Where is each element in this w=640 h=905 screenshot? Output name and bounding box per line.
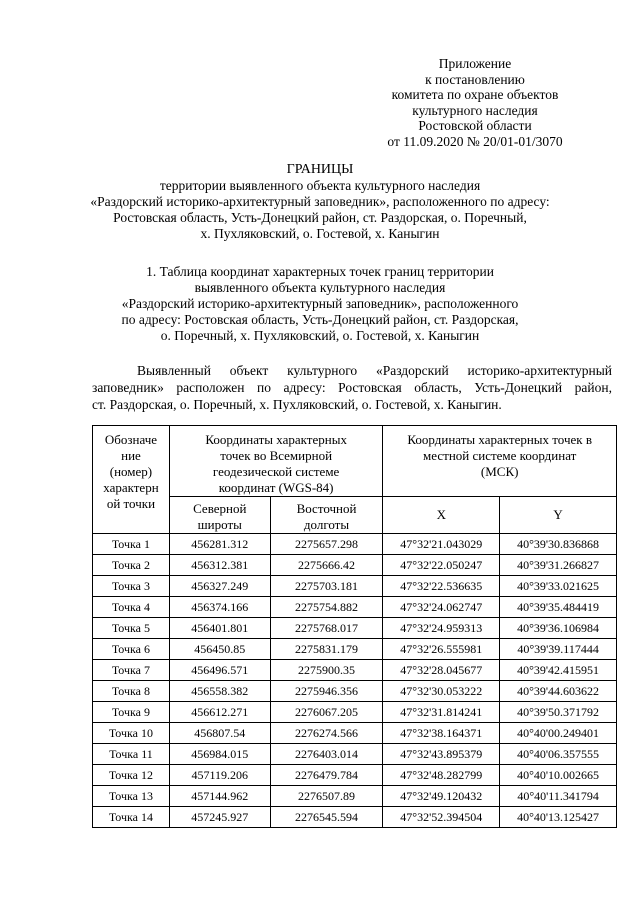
table-row bbox=[93, 660, 617, 681]
point-cell: Точка 7 bbox=[93, 660, 170, 681]
north-cell: 457119.206 bbox=[169, 765, 270, 786]
north-cell: 456374.166 bbox=[169, 597, 270, 618]
x-cell: 47°32'22.050247 bbox=[383, 555, 500, 576]
x-header: X bbox=[383, 497, 500, 534]
east-cell: 2275946.356 bbox=[270, 681, 383, 702]
intro-paragraph bbox=[92, 362, 612, 413]
y-cell: 40°40'06.357555 bbox=[500, 744, 617, 765]
document-title-block bbox=[40, 162, 600, 242]
header-text: Северной bbox=[193, 501, 247, 516]
east-cell: 2275703.181 bbox=[270, 576, 383, 597]
y-cell: 40°39'44.603622 bbox=[500, 681, 617, 702]
header-text: широты bbox=[197, 517, 242, 532]
east-cell: 2276545.594 bbox=[270, 807, 383, 828]
east-cell: 2275657.298 bbox=[270, 534, 383, 555]
x-cell: 47°32'24.062747 bbox=[383, 597, 500, 618]
y-cell: 40°40'11.341794 bbox=[500, 786, 617, 807]
x-cell: 47°32'52.394504 bbox=[383, 807, 500, 828]
header-text: ой точки bbox=[106, 496, 156, 511]
north-cell: 457245.927 bbox=[169, 807, 270, 828]
east-cell: 2276479.784 bbox=[270, 765, 383, 786]
point-cell: Точка 6 bbox=[93, 639, 170, 660]
table-caption bbox=[40, 264, 600, 344]
north-cell: 456612.271 bbox=[169, 702, 270, 723]
x-cell: 47°32'38.164371 bbox=[383, 723, 500, 744]
wgs-header bbox=[169, 426, 382, 497]
header-text: долготы bbox=[303, 517, 350, 532]
table-row bbox=[93, 702, 617, 723]
x-cell: 47°32'21.043029 bbox=[383, 534, 500, 555]
east-cell: 2275666.42 bbox=[270, 555, 383, 576]
x-cell: 47°32'43.895379 bbox=[383, 744, 500, 765]
point-column-header bbox=[93, 426, 170, 534]
coordinates-table bbox=[92, 425, 617, 828]
y-cell: 40°39'50.371792 bbox=[500, 702, 617, 723]
paragraph-line: Выявленный объект культурного «Раздорский историко-архитектурный bbox=[137, 363, 612, 378]
north-cell: 457144.962 bbox=[169, 786, 270, 807]
north-cell: 456450.85 bbox=[169, 639, 270, 660]
title-line: Ростовская область, Усть-Донецкий район, ст. Раздорская, о. Поречный, bbox=[113, 210, 527, 225]
y-cell: 40°40'00.249401 bbox=[500, 723, 617, 744]
x-cell: 47°32'22.536635 bbox=[383, 576, 500, 597]
approval-line: Ростовской области bbox=[418, 118, 532, 133]
table-row bbox=[93, 534, 617, 555]
y-cell: 40°39'39.117444 bbox=[500, 639, 617, 660]
north-cell: 456401.801 bbox=[169, 618, 270, 639]
east-cell: 2275900.35 bbox=[270, 660, 383, 681]
y-cell: 40°39'30.836868 bbox=[500, 534, 617, 555]
header-text: Координаты характерных точек в bbox=[407, 432, 592, 447]
table-row bbox=[93, 765, 617, 786]
table-row bbox=[93, 639, 617, 660]
east-longitude-header bbox=[270, 497, 383, 534]
north-latitude-header bbox=[169, 497, 270, 534]
east-cell: 2276067.205 bbox=[270, 702, 383, 723]
y-cell: 40°39'36.106984 bbox=[500, 618, 617, 639]
table-caption-line: по адресу: Ростовская область, Усть-Донецкий район, ст. Раздорская, bbox=[121, 312, 519, 327]
point-cell: Точка 2 bbox=[93, 555, 170, 576]
point-cell: Точка 10 bbox=[93, 723, 170, 744]
point-cell: Точка 14 bbox=[93, 807, 170, 828]
east-cell: 2275768.017 bbox=[270, 618, 383, 639]
header-text: точек во Всемирной bbox=[220, 448, 333, 463]
y-cell: 40°39'31.266827 bbox=[500, 555, 617, 576]
approval-line: комитета по охране объектов bbox=[391, 87, 559, 102]
y-cell: 40°40'13.125427 bbox=[500, 807, 617, 828]
header-text: местной системе координат bbox=[423, 448, 577, 463]
y-cell: 40°39'33.021625 bbox=[500, 576, 617, 597]
table-caption-line: «Раздорский историко-архитектурный заповедник», расположенного bbox=[121, 296, 519, 311]
north-cell: 456312.381 bbox=[169, 555, 270, 576]
north-cell: 456984.015 bbox=[169, 744, 270, 765]
table-row bbox=[93, 555, 617, 576]
title-line: х. Пухляковский, о. Гостевой, х. Каныгин bbox=[200, 226, 440, 241]
header-text: характерн bbox=[103, 480, 159, 495]
document-heading: ГРАНИЦЫ bbox=[286, 162, 354, 177]
x-cell: 47°32'26.555981 bbox=[383, 639, 500, 660]
y-header: Y bbox=[500, 497, 617, 534]
approval-line: культурного наследия bbox=[412, 102, 538, 118]
east-cell: 2276403.014 bbox=[270, 744, 383, 765]
north-cell: 456327.249 bbox=[169, 576, 270, 597]
table-row bbox=[93, 681, 617, 702]
title-line: территории выявленного объекта культурного наследия bbox=[159, 178, 481, 193]
approval-block bbox=[360, 56, 590, 149]
table-caption-line: о. Поречный, х. Пухляковский, о. Гостевой, х. Каныгин bbox=[160, 328, 480, 343]
east-cell: 2276507.89 bbox=[270, 786, 383, 807]
header-text: Координаты характерных bbox=[205, 432, 347, 447]
north-cell: 456807.54 bbox=[169, 723, 270, 744]
point-cell: Точка 13 bbox=[93, 786, 170, 807]
table-row bbox=[93, 786, 617, 807]
header-text: геодезической системе bbox=[212, 464, 340, 479]
approval-line: к постановлению bbox=[425, 71, 525, 87]
table-row bbox=[93, 807, 617, 828]
table-caption-line: выявленного объекта культурного наследия bbox=[194, 280, 446, 295]
point-cell: Точка 1 bbox=[93, 534, 170, 555]
point-cell: Точка 3 bbox=[93, 576, 170, 597]
header-text: Восточной bbox=[296, 501, 357, 516]
point-cell: Точка 12 bbox=[93, 765, 170, 786]
approval-line: от 11.09.2020 № 20/01-01/3070 bbox=[387, 133, 563, 149]
y-cell: 40°39'35.484419 bbox=[500, 597, 617, 618]
point-cell: Точка 4 bbox=[93, 597, 170, 618]
x-cell: 47°32'24.959313 bbox=[383, 618, 500, 639]
table-row bbox=[93, 723, 617, 744]
x-cell: 47°32'28.045677 bbox=[383, 660, 500, 681]
table-row bbox=[93, 597, 617, 618]
x-cell: 47°32'48.282799 bbox=[383, 765, 500, 786]
header-text: (номер) bbox=[109, 464, 153, 479]
paragraph-line: ст. Раздорская, о. Поречный, х. Пухляковский, о. Гостевой, х. Каныгин. bbox=[92, 397, 502, 412]
north-cell: 456558.382 bbox=[169, 681, 270, 702]
east-cell: 2275754.882 bbox=[270, 597, 383, 618]
north-cell: 456281.312 bbox=[169, 534, 270, 555]
header-text: ние bbox=[121, 448, 141, 463]
north-cell: 456496.571 bbox=[169, 660, 270, 681]
point-cell: Точка 11 bbox=[93, 744, 170, 765]
title-line: «Раздорский историко-архитектурный заповедник», расположенного по адресу: bbox=[90, 194, 550, 209]
msk-header bbox=[383, 426, 617, 497]
table-caption-line: 1. Таблица координат характерных точек границ территории bbox=[146, 264, 494, 279]
x-cell: 47°32'31.814241 bbox=[383, 702, 500, 723]
x-cell: 47°32'49.120432 bbox=[383, 786, 500, 807]
header-text: (МСК) bbox=[480, 464, 519, 479]
table-row bbox=[93, 744, 617, 765]
point-cell: Точка 9 bbox=[93, 702, 170, 723]
table-row bbox=[93, 618, 617, 639]
x-cell: 47°32'30.053222 bbox=[383, 681, 500, 702]
east-cell: 2276274.566 bbox=[270, 723, 383, 744]
header-text: координат (WGS-84) bbox=[218, 480, 334, 495]
point-cell: Точка 5 bbox=[93, 618, 170, 639]
approval-line: Приложение bbox=[438, 56, 512, 71]
header-text: Обозначе bbox=[104, 432, 158, 447]
y-cell: 40°40'10.002665 bbox=[500, 765, 617, 786]
paragraph-line: заповедник» расположен по адресу: Ростовская область, Усть-Донецкий район, bbox=[92, 380, 612, 395]
table-row bbox=[93, 576, 617, 597]
y-cell: 40°39'42.415951 bbox=[500, 660, 617, 681]
point-cell: Точка 8 bbox=[93, 681, 170, 702]
east-cell: 2275831.179 bbox=[270, 639, 383, 660]
